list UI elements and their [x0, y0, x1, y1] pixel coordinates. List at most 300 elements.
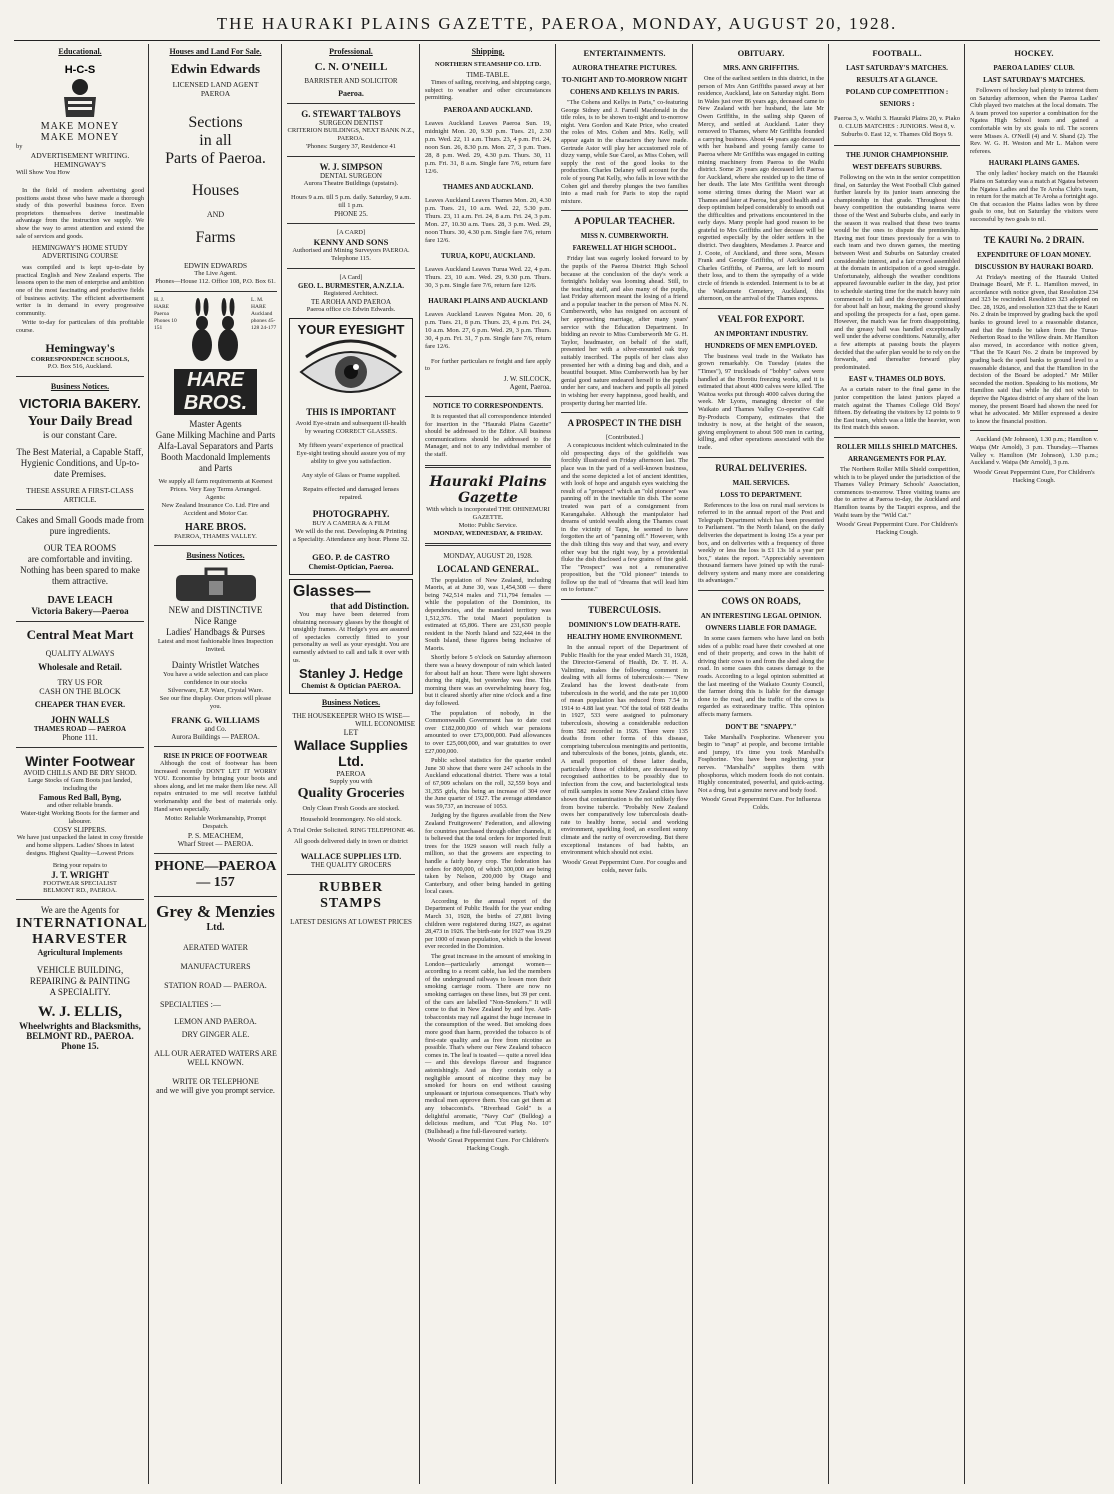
hours: Hours 9 a.m. till 5 p.m. daily. Saturday, 9 a.m. till 1 p.m. [291, 194, 411, 209]
cosy-text: We have just unpacked the latest in cosy fireside and home slippers. Ladies' Shoes in latest designs. Highest Quality—Lowest Prices [16, 833, 144, 857]
experience: My fifteen years' experience of practical Eye-sight testing should assure you of my ability to give you satisfaction. [296, 442, 406, 465]
rubber-stamps: RUBBER STAMPS [318, 880, 384, 912]
news-paragraph: The great increase in the amount of smoking in London—particularly amongst women—according to a recent cable, has led the members of the underground railways to lessen mon their smoking carriage room. There are now no smoking carriages on these lines, but 39 per cent. of the cars are labelled "Non-Smokers." It will come to that in New Zealand by and bye. Anti-tobacconists may rail against the huge increase in the consumption of the weed. But smoking does more good than harm, provided the tobacco is of first-rate quality and as free from nicotine as possible. That's where our New Zealand tobacco comes in. The leaf is toasted — quite a novel idea — and this develops flavour and fragrance astonishingly. And as they contain only a negligible amount of nicotine they may be smoked for hours on end without causing unpleasant or injurious consequences. That's why medical men approve them. You can get them at any tobacconist's. "Riverhead Gold" is a delightful aromatic, "Navy Cut" (Bulldog) a delicious medium, and "Cut Plug No. 10" (Bullshead) a fine full-flavoured variety. [425, 953, 551, 1135]
hemingway-label: HEMINGWAY'S [54, 160, 106, 169]
advertisement-writing: ADVERTISEMENT WRITING. [30, 151, 130, 160]
route-heading: TURUA, KOPU, AUCKLAND. [441, 251, 535, 260]
rise-text: Although the cost of footwear has been increased recently DON'T LET IT WORRY YOU. Economise by bringing your boots and shoes along, and let me make them like new. All repairs entrusted to me will receive faithful workmanship and the best of materials only. Hand sewn especially. [154, 760, 277, 813]
dave-leach: DAVE LEACH [47, 594, 113, 606]
news-paragraph: The business veal trade in the Waikato has grown remarkably. On Tuesday (states the "Times"), 97 truckloads of "bobby" calves were handled at the Horotiu freezing works, and it is estimated that about 4000 calves were killed. The Waitoa works put through 4000 calves during the week. Mr Lyons, managing director of the Waikato and Thames Valley Co-operative Calf By-Products Company, estimates that the industry is now, at the height of the season, giving employment to about 500 men in carting, killing, and other operations associated with the trade. [698, 352, 824, 451]
sailing-times: Leaves Auckland Leaves Thames Mon. 20, 4.30 p.m. Tues. 21, 10 a.m. Wed. 22, 5.30 p.m. Thurs. 23, 11 a.m. Fri. 24, 8 a.m. Fri. 24, 3 p.m. Mon. 27, 10.30 a.m. Tues. 28, 3 p.m. Wed. 29, noon Thurs. 30, 4.30 p.m. Single fare 7/6, return fare 12/6. [425, 197, 551, 245]
other-brands: and other reliable brands. [46, 801, 114, 809]
eye-image [293, 337, 409, 407]
edwin-edwards-caps: EDWIN EDWARDS [183, 261, 248, 270]
hedge-chemist: Chemist & Optician PAEROA. [301, 681, 401, 691]
licensed-land-agent: LICENSED LAND AGENT [172, 80, 259, 89]
specialties: SPECIALTIES :— [160, 1000, 221, 1010]
divider [698, 308, 824, 309]
article-subhead: LAST SATURDAY'S MATCHES. [983, 76, 1085, 84]
article-subhead: SENIORS : [879, 100, 915, 108]
eyesight-ad [289, 318, 413, 575]
article-subhead: ARRANGEMENTS FOR PLAY. [847, 455, 947, 463]
make-money-line: MAKE MONEY [40, 121, 120, 132]
divider [698, 457, 824, 458]
will-economise: WILL ECONOMISE [355, 720, 415, 729]
woods-cure: Woods' Great Peppermint Cure. For Influenza Colds. [701, 796, 821, 812]
news-paragraph: References to the loss on rural mail services is referred to in the annual report of the Post and Telegraph Department which has been presented to Parliament. "In the North Island, on the daily deliveries the department is losing 15s a year per box, and on deliveries with a frequency of three weekly or less the loss is £1 13s 1d a year per box," states the report. "Appreciably seventeen thousand farmers have joined up with the rural-delivery system and many more are considering its advantages." [698, 501, 824, 585]
divider [16, 376, 144, 377]
issue-date: MONDAY, AUGUST 20, 1928. [443, 551, 533, 560]
column-3 [283, 44, 419, 1484]
eye-icon [296, 337, 406, 407]
results-list: Paeroa 3, v. Waihi 3. Hauraki Plains 20, v. Piako 0. CLUB MATCHES : JUNIORS. West 8, v. Suburbs 0. East 12, v. Thames Old Boys 9. [834, 114, 960, 138]
divider [287, 156, 415, 157]
talboys-phones: 'Phones: Surgery 37, Residence 41 [305, 143, 397, 150]
cash-block: CASH ON THE BLOCK [39, 686, 121, 696]
article-subhead: HAURAKI PLAINS GAMES. [988, 159, 1080, 168]
divider [561, 599, 688, 600]
lemon-paeroa: LEMON AND PAEROA. [174, 1017, 257, 1027]
will-show-label: Will Show You How [16, 169, 70, 176]
woods-cure: Woods' Great Peppermint Cure, For Children's Hacking Cough. [973, 468, 1095, 484]
houses: Houses [191, 182, 240, 199]
silverware: Silverware, E.P. Ware, Crystal Ware. [167, 687, 264, 694]
prompt-service: and we will give you prompt service. [156, 1086, 275, 1096]
column-4 [421, 44, 555, 1484]
see-window: See our fine display. Our prices will please you. [159, 695, 272, 710]
divider [16, 621, 144, 622]
article-headline: A PROSPECT IN THE DISH [567, 418, 682, 429]
tea-text: are comfortable and inviting. Nothing has been spared to make them attractive. [20, 553, 140, 586]
section-heading: Houses and Land For Sale. [169, 47, 262, 56]
nz-insurance: New Zealand Insurance Co. Ltd. Fire and Accident and Motor Car. [161, 502, 270, 517]
and-co: and Co. [204, 725, 227, 733]
divider [834, 145, 960, 146]
column-2 [150, 44, 281, 1484]
any-style: Any style of Glass or Frame supplied. [301, 472, 401, 479]
water-tight: Water-tight Working Boots for the farmer and labourer. [20, 809, 140, 825]
quality-always: QUALITY ALWAYS [45, 648, 115, 658]
article-headline: TE KAURI No. 2 DRAIN. [983, 234, 1085, 245]
article-headline: COWS ON ROADS, [721, 596, 801, 607]
victoria-bakery: VICTORIA BAKERY. [19, 395, 141, 411]
timetable: TIME-TABLE. [466, 71, 510, 79]
divider [834, 437, 960, 438]
paeroa-label: PAEROA [200, 89, 231, 98]
booth-macdonald: Booth Macdonald Implements and Parts [160, 452, 271, 473]
frank-williams: FRANK G. WILLIAMS [171, 715, 260, 725]
divider [154, 896, 277, 897]
grey-menzies: Grey & Menzies [156, 902, 275, 922]
hare-bros-logo: HARE BROS. [174, 369, 257, 415]
belmont-rd: BELMONT RD., PAEROA. [43, 886, 117, 894]
divider [16, 747, 144, 748]
phone-25: PHONE 25. [334, 210, 368, 218]
article-subhead: LOSS TO DEPARTMENT. [720, 490, 802, 499]
harvester: HARVESTER [32, 931, 128, 947]
news-paragraph: In the annual report of the Department of Public Health for the year ended March 31, 1928, the Director-General of Health, Dr. T. H. A. Valintine, makes the following comment in dealing with all forms of tuberculosis:— "New Zealand has the lowest death-rate from tuberculosis in the world, and the rate per 10,000 of mean population has reduced from 7.54 in 1914 to 4.88 last year. "Of the total of 668 deaths in 1927, 533 were assigned to pulmonary tuberculosis, showing a considerable reduction from 582 recorded in 1926. There were 135 deaths from other forms of this disease, comprising tuberculous meningitis and peritonitis, and tuberculosis of the bones, joints, glands, etc. A small proportion of these latter deaths, particularly those of children, are decreased by recognised authorities to be possibly due to infection from the cow, and bacteriological tests of milk samples in some New Zealand cities have shown that contamination is the not unlikely flow from bovine tubercle. "Probably New Zealand owes her comparatively low tuberculosis death-rate to healthy home, social and working environment, sparkling food, an excellent sunny climate and the rarity of overcrowding. But there exceptional instances of bad habits, an environment which should not exist. [561, 644, 688, 857]
manufacturers: MANUFACTURERS [180, 962, 251, 972]
paeroa-thames: PAEROA, THAMES VALLEY. [174, 533, 257, 540]
timetable-text: Times of sailing, receiving, and shipping cargo, subject to weather and other circumstances permitting. [425, 79, 551, 102]
station-road: STATION ROAD — PAEROA. [164, 981, 267, 991]
divider [970, 430, 1098, 431]
news-paragraph: Following on the win in the senior competition final, on Saturday the West Football Club gained further laurels by its junior team annexing the championship in that grade. Throughout this heavy competition the outstanding teams were those of the West and Suburbs clubs, and early in the season it was realised that these two teams would be the ones to dispute the premiership. Having met four times previously for a win to each team and two drawn games, the meeting between West and Suburbs on Saturday created considerable interest, and a fair crowd assembled at the domain in anticipation of a good struggle. Unfortunately, although the weather conditions appeared favourable earlier in the day, just prior to schedule starting time for the match heavy rain commenced to fall and the downpour continued for about half an hour, making the ground slushy and spoiling the prospects for a fast, open game. However, the match was far from disappointing, and the greasy ball was handled exceptionally well under the adverse conditions. Naturally, after a few attempts at passing bouts the players decided that the safer plan would be to rely on the forwards, and thereafter forward play predominated. [834, 174, 960, 371]
aurora-buildings: Aurora Buildings — PAEROA. [171, 733, 260, 741]
news-paragraph: "The Cohens and Kellys in Paris," co-featuring George Sidney and J. Farrell Macdonald in the title roles, is to be shown to-night and to-morrow night. Vera Gordon and Kate Price, who created the roles of Mrs. Cohen and Mrs. Kelly, will appear again in the characters they have made. Gertrude Astor will play her accustomed role of dizzy vamp, while Sue Carol, as Miss Cohen, will supply the rest of the good looks to the production. Charles Delaney will account for the role of young Pat Kelly, who falls in love with the Cohen girl and thereby plunges the two families into a mad rush for Paris to stop the rapid mixture. [561, 99, 688, 205]
aurora-pictures: AURORA THEATRE PICTURES. [572, 64, 677, 72]
cheaper: CHEAPER THAN EVER. [34, 699, 126, 709]
po-box: P.O. Box 516, Auckland. [47, 362, 113, 370]
news-paragraph: Followers of hockey had plenty to interest them on Saturday afternoon, when the Paeroa Ladies' Club played two matches at the local domain. The A team proved too superior a combination for the Ngatea High School team and gained a comfortable win by six goals to nil. The scorers were Misses A. O'Neill (4) and V. Shand (2). The Rev. W. G. H. Weston and Mr L. Mahon were referees. [970, 87, 1098, 155]
wharf-street: Wharf Street — PAEROA. [177, 840, 254, 849]
article-subhead: WEST DEFEATS SUBURBS. [852, 163, 942, 171]
section-heading: Business Notices. [321, 698, 381, 708]
route-heading: PAEROA AND AUCKLAND. [443, 105, 533, 114]
section-heading: Shipping. [471, 47, 505, 56]
alfa-laval: Alfa-Laval Separators and Parts [157, 441, 274, 451]
developing: We will do the rest. Developing & Printing a Speciality. Attendance any hour. Phone 32. [293, 528, 410, 543]
sailing-times: Leaves Auckland Leaves Ngatea Mon. 20, 6 p.m. Tues. 21, 8 p.m. Thurs. 23, 4 p.m. Fri. 24, 10 a.m. Mon. 27, 6 p.m. Wed. 29, 3 p.m. Thurs. 30, 4 p.m. Fri. 31, 7 p.m. Single fare 7/6, return fare 12/6. [425, 311, 551, 351]
ad-paragraph: In the field of modern advertising good positions assist those who have made a thorough study of this powerful business force. Even proprietors themselves derive inestimable advantage from the instruction we supply. We show the way to arrest attention and extend the sale of services and goods. [16, 187, 144, 240]
victoria-paeroa: Victoria Bakery—Paeroa [31, 605, 129, 616]
only-clean: Only Clean Fresh Goods are stocked. [302, 805, 400, 813]
stanley-hedge: Stanley J. Hedge [298, 666, 404, 682]
masthead-rule [14, 40, 1100, 41]
divider [154, 746, 277, 747]
repairs-effected: Repairs effected and damaged lenses repaired. [303, 486, 399, 501]
column-rule [555, 44, 556, 1484]
latest-designs: LATEST DESIGNS AT LOWEST PRICES [290, 918, 412, 927]
section-heading: Educational. [58, 47, 102, 56]
news-paragraph: The Northern Roller Mills Shield competition, which is to be played under the jurisdiction of the Thames Valley Primary Schools' Association, commences to-morrow. Three visiting teams are due to arrive at Paeroa to-day, the Auckland and Hamilton teams by the Taupiri express, and the Waihi team by the "Wild Cat." [834, 466, 960, 519]
section-heading: ENTERTAINMENTS. [583, 48, 666, 58]
news-paragraph: Shortly before 5 o'clock on Saturday afternoon there was a heavy downpour of rain which lasted for about half an hour. There were light showers during the night, but yesterday was fine. This morning there was an overwhelming heavy fog, but it cleared shortly after nine o'clock and a fine day followed. [425, 654, 551, 708]
te-aroha-paeroa: TE AROHA AND PAEROA [310, 298, 392, 306]
article-subhead: MISS N. CUMBERWORTH. [580, 232, 669, 241]
footwear-specialist: FOOTWEAR SPECIALIST [43, 879, 117, 887]
article-subhead: OWNERS LIABLE FOR DAMAGE. [705, 624, 817, 633]
contributed: [Contributed.] [605, 434, 643, 442]
fixtures-text: Auckland (Mr Johnson), 1.30 p.m.; Hamilton v. Waipa (Mr Arnold), 3 p.m. Thursday.—Thames Valley v. Hamilton (Mr Johnson), 1.30 p.m.; Auckland v. Waipa (Mr Arnold), 3 p.m. [970, 436, 1098, 467]
agents-label: Agents: [205, 494, 226, 501]
publication-days: MONDAY, WEDNESDAY, & FRIDAY. [433, 529, 543, 537]
article-subhead: RESULTS AT A GLANCE. [856, 76, 938, 84]
news-paragraph: A conspicuous incident which culminated in the old prospecting days of the goldfields was forcibly illustrated on Friday afternoon last. The place was in the yard of a well-known business, and the scene depicted a lot of ancient identities, with look of hope and anguish eyes watching the result of a "prospect" which an "old pioneer" was panning off in the inevitable tin dish. The scene treated was part of a consignment from Karangahake. Although the manipulator had dreams of untold wealth along the Thames coast in the vicinity of Tapu, he seemed to have forgotten the art of "panning off." However, with the dish tilting this way and that way, and every other way but the right way, by a providential fluke the dish disclosed a few grains of fine gold. The "Prospect" was not a remunerative proposition, but the "Old pioneer" intends to follow up the trail of "dreams that will lead him on to fortune." [561, 442, 689, 594]
section-heading: Professional. [329, 47, 373, 56]
wallace-supplies: Wallace Supplies Ltd. [294, 737, 408, 770]
article-headline: RURAL DELIVERIES. [715, 462, 807, 473]
bakery-text: The Best Material, a Capable Staff, Hygienic Conditions, and Up-to-date Premises. [16, 446, 144, 479]
hcs-logo [16, 61, 144, 121]
divider [16, 509, 144, 510]
kenny-sons: KENNY AND SONS [313, 237, 389, 247]
parts-of-paeroa: Parts of Paeroa. [165, 150, 266, 167]
news-paragraph: According to the annual report of the Department of Public Health for the year ending March 31, 1928, the births of 27,881 living children were registered during 1927, as against 28,473 in 1926. The birth-rate for 1927 was 19.29 per 1000 of mean population, which is the lowest ever recorded in the Dominion. [425, 897, 551, 951]
tea-rooms: OUR TEA ROOMS [43, 542, 117, 553]
constant-care: is our constant Care. [43, 429, 117, 440]
glasses-ad [289, 579, 413, 694]
article-subhead: POLAND CUP COMPETITION : [845, 88, 949, 96]
barrister: BARRISTER AND SOLICITOR [304, 77, 398, 85]
photography: PHOTOGRAPHY. [312, 510, 390, 520]
column-rule [419, 44, 420, 1484]
phone-157: PHONE—PAEROA — 157 [154, 859, 277, 891]
registered-architect: Registered Architect. [323, 290, 379, 297]
column-1 [12, 44, 148, 1484]
your-eyesight: YOUR EYESIGHT [297, 322, 405, 337]
supply-text: We supply all farm requirements at Keenest Prices. Very Easy Terms Arranged. [158, 478, 273, 493]
news-paragraph: As a curtain raiser to the final game in the junior competition the latest juniors played a match against the Thames College Old Boys' fifteen. By defeating the visitors by 12 points to 9 the East team, which was a little the heavier, won its first match this season. [834, 386, 960, 432]
john-walls: JOHN WALLS [50, 714, 110, 725]
section-heading: Business Notices. [186, 551, 245, 560]
winter-footwear: Winter Footwear [25, 752, 135, 769]
divider [287, 223, 415, 224]
news-paragraph: The only ladies' hockey match on the Hauraki Plains on Saturday was a match at Ngatea between the Ngatea Ladies and the Te Aroha Club's team, in return for the match at Te Aroha a fortnight ago. On that occasion the Plains ladies won by three goals to one, but on Saturday the visitors were successful by two goals to nil. [970, 170, 1098, 223]
dainty-text: You have a wide selection and can place confidence in our stocks [163, 671, 268, 686]
article-subhead: PAEROA LADIES' CLUB. [993, 64, 1075, 72]
news-paragraph: The population of New Zealand, including Maoris, at at June 30, was 1,454,308 — there being 742,514 males and 711,794 females — while the population of the Dominion, its dependencies, and the mandated territory was 1,512,376. The total Maori population is estimated at 65,806. There are 231,630 people resident in the North Island and 522,444 in the South Island, these figures being inclusive of Maoris. [425, 576, 551, 652]
glasses-title: Glasses— [293, 583, 371, 600]
section-heading: Business Notices. [50, 381, 110, 391]
glasses-text: You may have been deterred from obtaining necessary glasses by the thought of unsightly frames. At Hedge's you are assured of spectacles correctly fitted to your personality as well as your eyesight. You are earnestly advised to call and talk it over with us. [293, 611, 409, 664]
divider [698, 590, 824, 591]
bring-repairs: Bring your repairs to [52, 861, 108, 869]
notice-text: It is requested that all correspondence intended for insertion in the "Hauraki Plains Gazette" should be addressed to the Editor. All business communications should be addressed to the Manager, and not to any individual member of the staff. [425, 412, 551, 458]
master-agents: Master Agents [189, 419, 242, 429]
aerated-water: AERATED WATER [183, 943, 248, 953]
farms: Farms [195, 229, 236, 246]
surveyors: Authorised and Mining Surveyors PAEROA. [292, 247, 410, 254]
article-subhead: EAST v. THAMES OLD BOYS. [848, 375, 946, 384]
international: INTERNATIONAL [16, 915, 148, 931]
divider [287, 874, 415, 875]
housekeeper: THE HOUSEKEEPER WHO IS WISE— [292, 712, 410, 721]
article-subhead: EXPENDITURE OF LOAN MONEY. [977, 250, 1091, 259]
distinction: that add Distinction. [330, 601, 409, 611]
criterion: CRITERION BUILDINGS, NEXT BANK N.Z., PAEROA. [287, 127, 415, 142]
chemist-optician: Chemist-Optician, Paeroa. [308, 562, 394, 571]
correspondence-schools: CORRESPONDENCE SCHOOLS, [30, 355, 130, 363]
avoid-eye-strain: Avoid Eye-strain and subsequent ill-health by wearing CORRECT GLASSES. [295, 420, 407, 435]
central-meat-mart: Central Meat Mart [26, 626, 134, 642]
dry-ginger: DRY GINGER ALE. [181, 1030, 250, 1040]
hare-icon [180, 297, 250, 367]
buy-camera: BUY A CAMERA & A FILM [312, 520, 390, 527]
hcs-emblem-icon [50, 61, 110, 121]
surgeon-dentist: SURGEON DENTIST [319, 119, 383, 127]
notice-heading: NOTICE TO CORRESPONDENTS. [432, 401, 544, 410]
route-heading: HAURAKI PLAINS AND AUCKLAND [428, 296, 548, 305]
handbag-image [154, 565, 277, 605]
by-label: by [16, 143, 23, 150]
column-8 [966, 44, 1102, 1484]
this-is-important: THIS IS IMPORTANT [306, 407, 396, 417]
column-rule [828, 44, 829, 1484]
ad-paragraph: was compiled and is kept up-to-date by practical English and New Zealand experts. The lessons open to the men of enterprise and ambition one of the most fascinating and productive fields of business activity. The efficient advertisement writer is in demand in every progressive community. [16, 264, 145, 317]
edwin-edwards: Edwin Edwards [170, 61, 261, 76]
nice-range: Nice Range [194, 616, 237, 626]
hcs-logo-text: H-C-S [64, 64, 96, 76]
simpson: W. J. SIMPSON [319, 162, 383, 172]
divider [287, 268, 415, 269]
winter-text: Large Stocks of Gum Boots just landed, including the [27, 776, 133, 792]
article-subhead: THE JUNIOR CHAMPIONSHIP. [845, 151, 949, 159]
dainty-watches: Dainty Wristlet Watches [171, 660, 260, 670]
column-6 [694, 44, 828, 1484]
local-general: LOCAL AND GENERAL. [437, 563, 539, 574]
vehicle-building: VEHICLE BUILDING, [36, 964, 124, 975]
divider [561, 210, 688, 211]
and-label: AND [206, 210, 225, 219]
gane: Gane Milking Machine and Parts [155, 430, 276, 440]
news-paragraph: At Friday's meeting of the Hauraki United Drainage Board, Mr F. L. Hamilton moved, in accordance with notice given, that Resolution 234 and 323 be rescinded. Resolution 323 adopted on Dec. 28, 1926, and resolution 323 that the te Kauri No. 2 drain be improved by grading back the spoil banks to ground level to a reasonable distance, and that the funds be taken from the Turua-Netherton Road to the Willow drain. Mr Hamilton also moved, in accordance with notice given, "That the Te Kauri No. 2 drain be improved by grading back the spoil banks to ground level to a reasonable distance, and that the Hamilton in the decision of the Board be adopted." Mr Miller seconded the motion. Speaking to his motions, Mr Hamilton said that while he did not wish to deprive the Ngatea district of any share of the loan money, the present Board had shown the need for what he advocated. Mr Miller expressed a desire to know the financial position. [970, 273, 1098, 425]
section-heading: HOCKEY. [1014, 48, 1054, 58]
a-card: [A CARD] [336, 229, 366, 236]
hare-bros: HARE BROS. [184, 522, 247, 533]
news-paragraph: Judging by the figures available from the New Zealand Fruitgrowers' Federation, and allowing for countries purchased through other channels, it is believed that the total orders for imported fruit trees for the 1929 season will reach fully a million, so that the growers are expecting to handle a fairly heavy crop. The federation has orders for 800,000, of which 300,000 are being taken by Nelson, 200,000 by Otago and Canterbury, and other being handed in getting local cases. [425, 812, 551, 896]
famous-brands: Famous Red Ball, Byng, [38, 792, 122, 802]
woods-cure: Woods' Great Peppermint Cure. For Children's Hacking Cough. [427, 1137, 549, 1153]
home-study-title: HEMINGWAY'S HOME STUDY ADVERTISING COURSE [32, 244, 128, 261]
delivered: All goods delivered daily in town or district [294, 838, 408, 846]
live-agent: The Live Agent. [194, 270, 237, 277]
avoid-chills: AVOID CHILLS AND BE DRY SHOD. [23, 768, 137, 777]
article-subhead: HEALTHY HOME ENVIRONMENT. [566, 633, 683, 642]
further-particulars: For further particulars re freight and fare apply to [425, 357, 551, 373]
in-all: in all [199, 132, 232, 149]
article-headline: TUBERCULOSIS. [588, 605, 661, 616]
paeroa-label: Paeroa. [338, 89, 364, 98]
divider [561, 412, 688, 413]
divider [154, 291, 277, 292]
assure-text: THESE ASSURE A FIRST-CLASS ARTICLE. [26, 485, 134, 504]
sailing-times: Leaves Auckland Leaves Turua Wed. 22, 4 p.m. Thurs. 23, 10 a.m. Wed. 29, 9.30 p.m. Thurs. 30, 3 p.m. Single fare 7/6, return fare 12/6. [425, 266, 551, 290]
article-headline: VEAL FOR EXPORT. [717, 313, 805, 324]
quality-groceries: Quality Groceries [297, 786, 405, 802]
divider [425, 396, 551, 397]
wholesale-retail: Wholesale and Retail. [38, 661, 122, 672]
cohens-kellys: COHENS AND KELLYS IN PARIS. [569, 88, 680, 96]
wheelwrights: Wheelwrights and Blacksmiths, [19, 1020, 141, 1031]
article-subhead: MAIL SERVICES. [732, 478, 790, 487]
article-subhead: AN INTERESTING LEGAL OPINION. [700, 612, 822, 621]
divider [16, 899, 144, 900]
handbags: Ladies' Handbags & Purses [166, 627, 265, 637]
de-castro: GEO. P. de CASTRO [312, 552, 390, 562]
section-heading: FOOTBALL. [872, 48, 922, 58]
new-distinctive: NEW and DISTINCTIVE [168, 605, 263, 615]
cakes-text: Cakes and Small Goods made from pure ingredients. [16, 514, 144, 536]
news-paragraph: In some cases farmers who have land on both sides of a public road have their cowshed at one end of their property, and cows in the habit of driving their cows to and from the shed along the road. In some cases this causes damage to the roads. According to a legal opinion submitted at the last meeting of the Waikato County Council, the farmer doing this is liable for the damage done to the road, and the traffic of the cows is regarded as extraordinary traffic. This opinion affects many farmers. [698, 635, 824, 718]
telephone-115: Telephone 115. [331, 255, 371, 262]
belmont-rd-2: BELMONT RD., PAEROA. [26, 1030, 134, 1041]
gazette-title: Hauraki Plains Gazette [429, 473, 547, 506]
daily-bread: Your Daily Bread [27, 413, 133, 429]
article-subhead: DISCUSSION BY HAURAKI BOARD. [974, 262, 1094, 271]
phones: Phones—House 112. Office 108, P.O. Box 61. [155, 278, 276, 285]
northern-steamship: NORTHERN STEAMSHIP CO. LTD. [435, 61, 541, 68]
silcock: J. W. SILCOCK, [503, 374, 551, 383]
trial-order: A Trial Order Solicited. RING TELEPHONE 46. [287, 827, 415, 835]
agricultural-implements: Agricultural Implements [37, 947, 123, 957]
wallace-supplies-2: WALLACE SUPPLIES LTD. [300, 852, 402, 862]
divider [425, 543, 551, 546]
lm-hare: L. M. HARE Auckland phones 45-128 24-177 [251, 297, 277, 331]
news-paragraph: Friday last was eagerly looked forward to by the pupils of the Paeroa District High School because at the conclusion of the day's work a fortnight's holiday was looming ahead. Still, to the teaching staff, and also many of the pupils, last Friday afternoon meant the losing of a friend and a popular teacher in the person of Miss N. N. Cumberworth, who has resigned on account of her approaching marriage, after many years' service with the Education Department. In bidding an revoir to Miss Cumberworth Mr G. H. Taylor, headmaster, on behalf of the staff, presented her with a silver-mounted oak tray suitably inscribed. The pupils of her class also presented her with a dining bag and dish, and a beautiful bouquet. Miss Cumberworth has by her genial good nature endeared herself to the pupils under her care, and teachers and pupils all joined in wishing her every happiness, good health, and prosperity during her married life. [561, 255, 688, 407]
agents-for: We are the Agents for [40, 904, 120, 915]
column-7 [830, 44, 964, 1484]
supply-you: Supply you with [329, 778, 373, 786]
rise-footwear: RISE IN PRICE OF FOOTWEAR [163, 752, 268, 760]
handbag-icon [171, 565, 261, 605]
oneill: C. N. O'NEILL [314, 61, 388, 73]
hj-hare: H. J. HARE Paeroa Phones 10 151 [154, 297, 177, 331]
ad-paragraph: Write to-day for particulars of this profitable course. [16, 319, 144, 334]
divider [287, 103, 415, 104]
article-subhead: LAST SATURDAY'S MATCHES. [846, 64, 948, 72]
sections: Sections [188, 114, 243, 131]
phone-15: Phone 15. [61, 1040, 99, 1051]
wj-ellis: W. J. ELLIS, [37, 1003, 123, 1020]
sailing-times: Leaves Auckland Leaves Paeroa Sun. 19, midnight Mon. 20, 9.30 p.m. Tues. 21, 2.30 p.m. Wed. 22, 11 a.m. Thurs. 23, 4 p.m. Fri. 24, noon Sun. 26, 8.30 p.m. Mon. 27, 3 p.m. Tues. 28, 8 p.m. Wed. 29, 4.30 p.m. Thurs. 30, 11 p.m. Fri. 31, 8 a.m. Single fare 7/6, return fare 12/6. [425, 120, 551, 176]
woods-cure: Woods' Great Peppermint Cure. For Children's Hacking Cough. [836, 521, 958, 537]
woods-cure: Woods' Great Peppermint Cure. For coughs and colds, never fails. [562, 858, 687, 874]
jt-wright: J. T. WRIGHT [51, 869, 109, 880]
incorporated: With which is incorporated THE OHINEMURI GAZETTE. [426, 505, 550, 521]
route-heading: THAMES AND AUCKLAND. [442, 182, 534, 191]
repairing-painting: REPAIRING & PAINTING [29, 975, 131, 986]
news-paragraph: Public school statistics for the quarter ended June 30 show that there were 247 schools in the Auckland educational district. There was a total of 67,909 scholars on the roll, 32,559 boys and 31,355 girls, this being an increase of 304 over the June quarter of 1927. The average attendance was 59,737, an increase of 1053. [425, 757, 551, 810]
tonight: TO-NIGHT AND TO-MORROW NIGHT [561, 76, 688, 84]
column-rule [148, 44, 149, 1484]
hare-bros-ad [154, 297, 277, 367]
article-subhead: ROLLER MILLS SHIELD MATCHES. [836, 443, 958, 451]
all-waters: ALL OUR AERATED WATERS ARE WELL KNOWN. [154, 1049, 277, 1068]
divider [154, 853, 277, 854]
aurora-upstairs: Aurora Theatre Buildings (upstairs). [303, 180, 399, 187]
column-rule [692, 44, 693, 1484]
column-rule [281, 44, 282, 1484]
section-heading: OBITUARY. [737, 48, 785, 58]
column-rule [964, 44, 965, 1484]
divider [425, 465, 551, 468]
speciality: A SPECIALITY. [49, 986, 111, 997]
column-5 [557, 44, 692, 1484]
paeroa-caps: PAEROA [336, 769, 366, 779]
news-paragraph: The population of nobody, in the Commonwealth Government has to date cost over £182,000,000 of which war pensions amounted to over £73,000,000. Paid allowances to over £25,000,000, and war gratuities to over £27,000,000. [425, 709, 551, 755]
dental-surgeon: DENTAL SURGEON [320, 172, 382, 180]
a-card: [A Card] [339, 274, 363, 281]
latest-lines: Latest and most fashionable lines Inspection Invited. [157, 638, 274, 653]
thames-road: THAMES ROAD — PAEROA [33, 724, 127, 733]
news-paragraph: Take Marshall's Fosphorine. Whenever you begin to "snap" at people, and become irritable and jumpy, it's time you took Marshall's Fosphorine. You have been neglecting your nerves. "Marshall's" supplies them with phosphorus, which modern foods do not contain. Highly concentrated, powerful, and quick-acting. Not a drug, but a genuine nerve and body food. [698, 733, 824, 794]
phone-111: Phone 111. [62, 732, 98, 742]
masthead: THE HAURAKI PLAINS GAZETTE, PAEROA, MONDAY, AUGUST 20, 1928. [216, 14, 898, 33]
article-subhead: DOMINION'S LOW DEATH-RATE. [568, 621, 681, 630]
let-label: LET [343, 728, 359, 738]
article-subhead: HUNDREDS OF MEN EMPLOYED. [704, 341, 818, 350]
article-subhead: MRS. ANN GRIFFITHS. [723, 64, 799, 72]
article-headline: A POPULAR TEACHER. [574, 216, 675, 227]
article-subhead: DON'T BE "SNAPPY." [725, 722, 797, 731]
paeroa-office: Paeroa office c/o Edwin Edwards. [306, 306, 396, 313]
write-telephone: WRITE OR TELEPHONE [172, 1077, 259, 1087]
try-us: TRY US FOR [57, 677, 103, 687]
article-subhead: FAREWELL AT HIGH SCHOOL. [572, 244, 677, 253]
news-paragraph: One of the earliest settlers in this district, in the person of Mrs Ann Griffiths passed away at her residence, Auckland, late on Saturday night. Born in Wales just over 86 years ago, deceased came to New Zealand with her husband, the late Mr Owen Griffiths, in the sailing ship Queen of Mercy, and settled at Auckland. Later they removed to Thames, where Mr Griffiths founded a carrying business. About 44 years ago deceased with her husband and young family came to Paeroa where Mr Griffiths was engaged in cutting mining machinery from Paeroa to the Waihi district. Some 26 years ago deceased left Paeroa for Auckland, where she resided up to the time of her death. The late Mrs Griffiths went through some stirring times during the Maori war at Thames and later at Paeroa, but good health and a deep optimism helped considerably to smooth out the difficulties and privations encountered in the early days. Many people had good reason to be grateful to Mrs Griffiths and her decease will be regretted especially by the older settlers in the district. Two daughters, Mesdames J. Pearce and J. Coote, of Auckland, and three sons, Messrs Frank and George Griffiths, of Auckland and Charles Griffiths, of Paeroa, are left to mourn their loss, and to them the sympathy of a wide circle of friends is extended. Interment is to be at the Waikumete Cemetery, Auckland, this afternoon, on the arrival of the Thames express. [698, 75, 824, 303]
cosy-slippers: COSY SLIPPERS. [53, 825, 107, 834]
